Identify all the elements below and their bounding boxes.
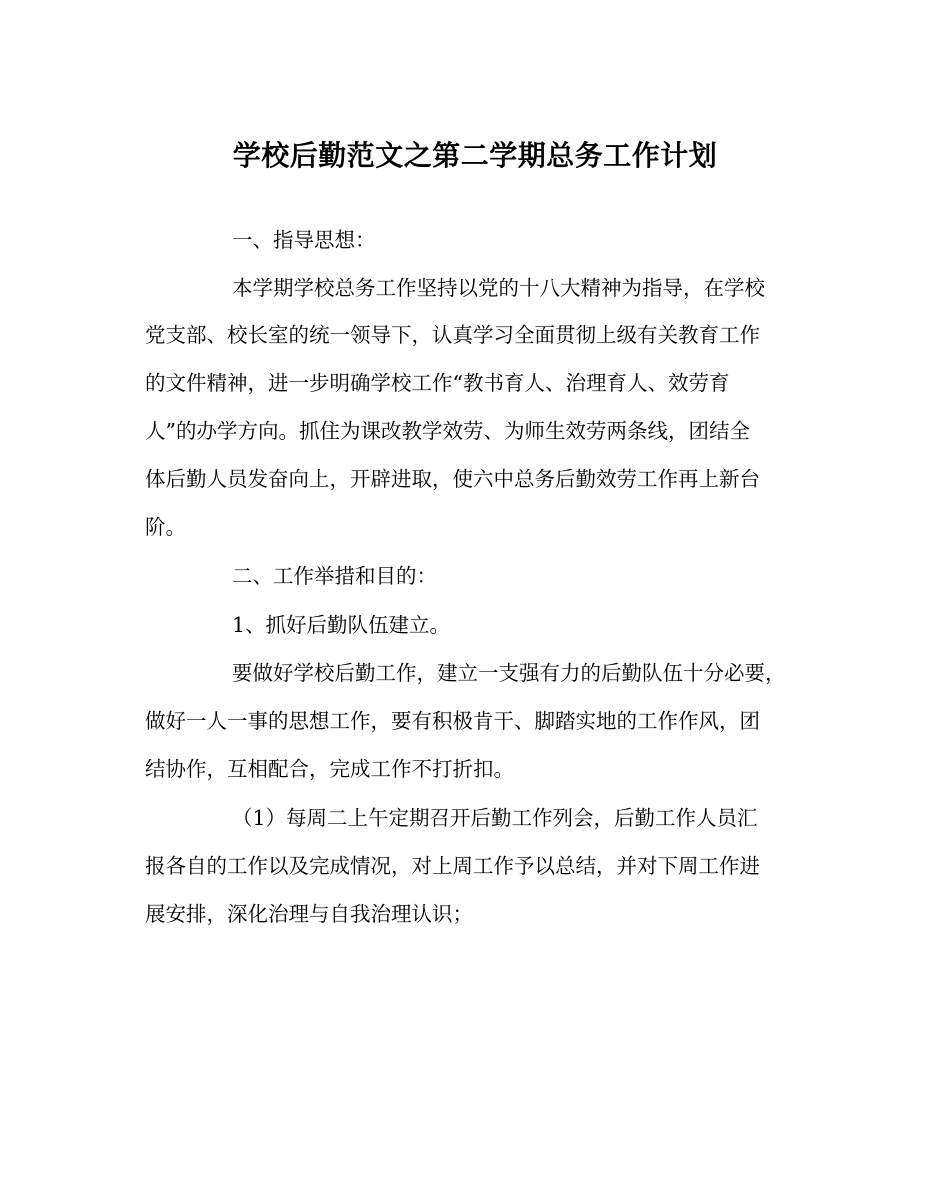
- paragraph-line: 结协作，互相配合，完成工作不打折扣。: [145, 757, 514, 781]
- paragraph-line: 展安排，深化治理与自我治理认识；: [145, 902, 473, 926]
- paragraph-line: 做好一人一事的思想工作，要有积极肯干、脚踏实地的工作作风，团: [145, 709, 760, 733]
- list-item-heading: 1、抓好后勤队伍建立。: [232, 613, 451, 637]
- paragraph-line: 报各自的工作以及完成情况，对上周工作予以总结，并对下周工作进: [145, 854, 760, 878]
- paragraph-line: 阶。: [145, 515, 186, 539]
- paragraph-line: 人”的办学方向。抓住为课改教学效劳、为师生效劳两条线，团结全: [145, 419, 750, 443]
- paragraph-line: 要做好学校后勤工作，建立一支强有力的后勤队伍十分必要，: [232, 661, 786, 685]
- section-heading-measures: 二、工作举措和目的：: [232, 564, 437, 588]
- section-heading-guiding-thought: 一、指导思想：: [232, 228, 376, 252]
- paragraph-line: 本学期学校总务工作坚持以党的十八大精神为指导，在学校: [232, 276, 765, 300]
- document-title: 学校后勤范文之第二学期总务工作计划: [232, 139, 718, 172]
- paragraph-line: 的文件精神，进一步明确学校工作“教书育人、治理育人、效劳育: [145, 371, 730, 395]
- paragraph-line: 体后勤人员发奋向上，开辟进取，使六中总务后勤效劳工作再上新台: [145, 467, 760, 491]
- paragraph-line: （1）每周二上午定期召开后勤工作列会，后勤工作人员汇: [232, 806, 758, 830]
- paragraph-line: 党支部、校长室的统一领导下，认真学习全面贯彻上级有关教育工作: [145, 323, 760, 347]
